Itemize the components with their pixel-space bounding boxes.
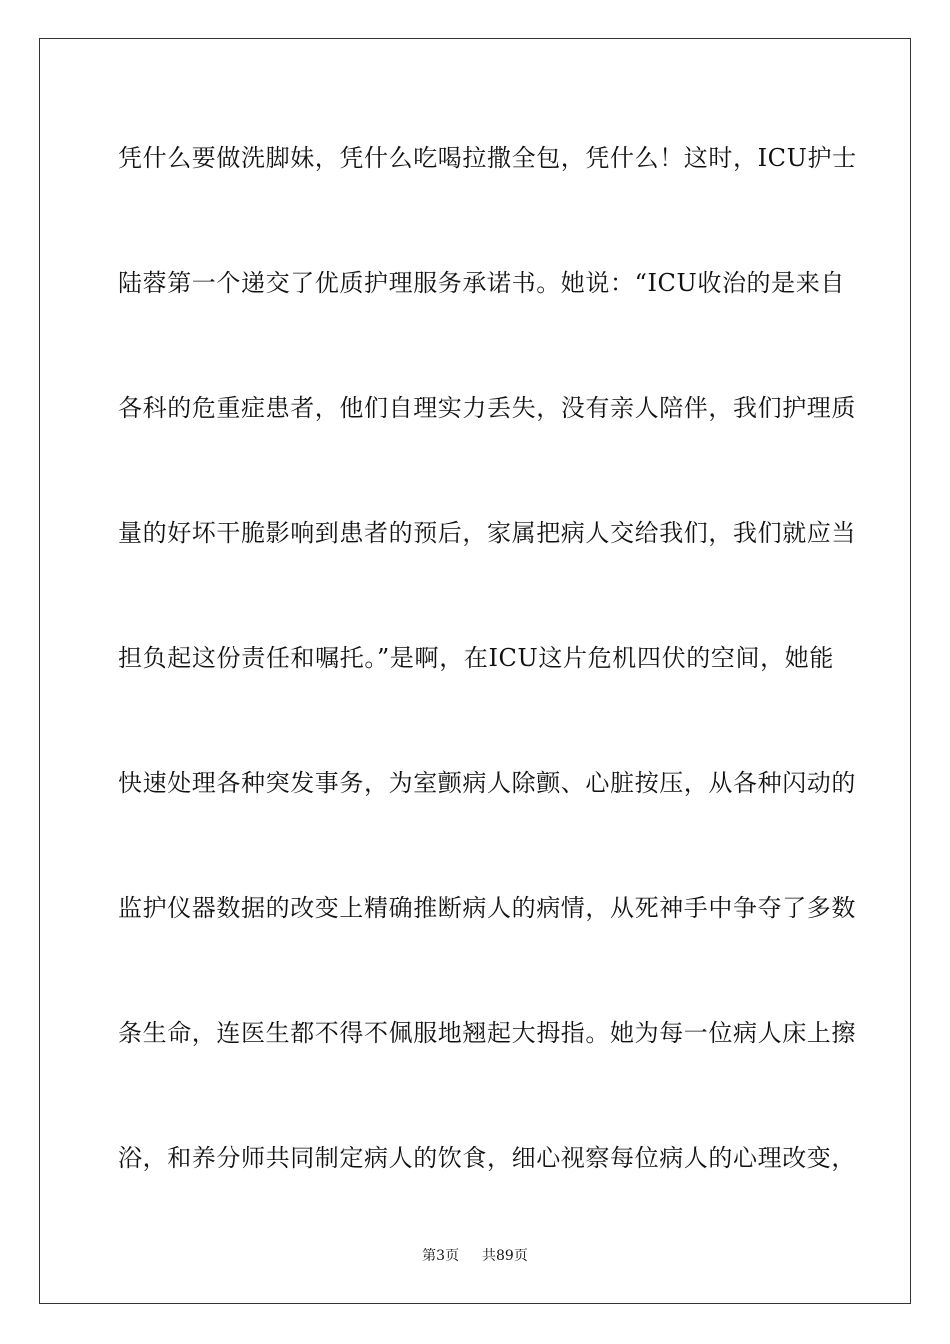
- text-line: 陆蓉第一个递交了优质护理服务承诺书。她说：“ICU收治的是来自: [118, 269, 845, 297]
- text-line: 浴，和养分师共同制定病人的饮食，细心视察每位病人的心理改变，: [118, 1144, 856, 1172]
- text-line: 凭什么要做洗脚妹，凭什么吃喝拉撒全包，凭什么！这时，ICU护士: [118, 144, 857, 172]
- page-total: 共89页: [482, 1248, 528, 1264]
- text-line: 量的好坏干脆影响到患者的预后，家属把病人交给我们，我们就应当: [118, 519, 856, 547]
- text-line: 监护仪器数据的改变上精确推断病人的病情，从死神手中争夺了多数: [118, 894, 856, 922]
- text-line: 条生命，连医生都不得不佩服地翘起大拇指。她为每一位病人床上擦: [118, 1019, 856, 1047]
- text-line: 快速处理各种突发事务，为室颤病人除颤、心脏按压，从各种闪动的: [118, 769, 856, 797]
- page-footer: [0, 1246, 950, 1266]
- text-line: 担负起这份责任和嘱托。”是啊，在ICU这片危机四伏的空间，她能: [118, 644, 834, 672]
- text-line: 各科的危重症患者，他们自理实力丢失，没有亲人陪伴，我们护理质: [118, 394, 856, 422]
- page-number: 第3页: [422, 1248, 460, 1264]
- body-text: [118, 134, 857, 1259]
